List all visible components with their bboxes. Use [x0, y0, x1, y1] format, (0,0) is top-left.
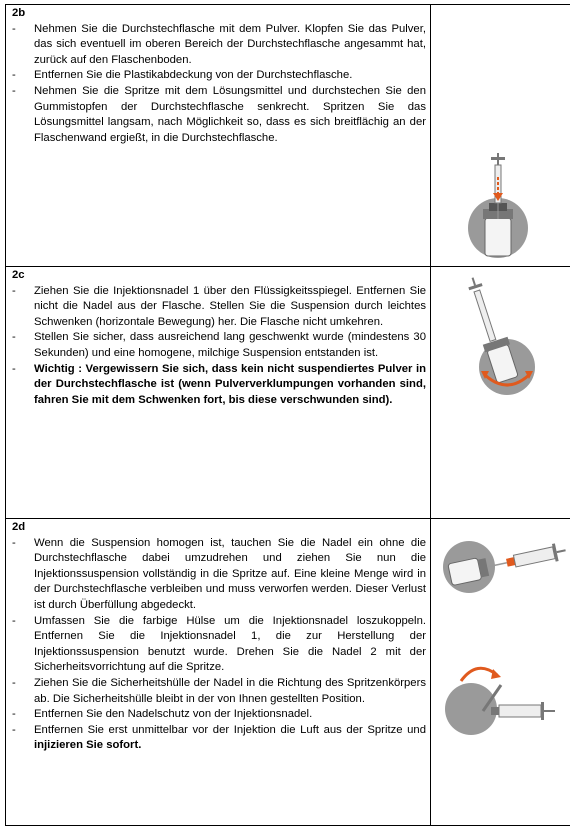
step-2c-illustration-cell: [431, 267, 570, 519]
step-2b-text-cell: [6, 5, 431, 267]
step-label: 2d: [12, 521, 26, 533]
table-row: [6, 5, 570, 267]
list-item: - Entfernen Sie die Plastikabdeckung von der Durchstechflasche.: [12, 69, 353, 82]
step-list: [12, 22, 426, 147]
step-2d-illustration-cell: [431, 519, 570, 826]
list-item: - Nehmen Sie die Durchstechflasche mit dem Pulver. Klopfen Sie das Pulver, das sich eventuell im oberen Bereich der Durchstechflasche angesammt hat, zurück auf den Flaschenboden.: [12, 22, 426, 66]
list-item: - Umfassen Sie die farbige Hülse um die Injektionsnadel loszukoppeln. Entfernen Sie die Injektionsnadel 1, die zur Herstellung der Injektionssuspension benutzt wurde. Drehen Sie die Nadel 2 mit der Sicherheitsvorrichtung auf die Spritze.: [12, 614, 426, 674]
list-item: - Wenn die Suspension homogen ist, tauchen Sie die Nadel ein ohne die Durchstechflasche dabei umzudrehen und ziehen Sie nun die Injektionssuspension vollständig in die Spritze auf. Eine kleine Menge wird in der Durchstechflasche verbleiben und muss verworfen werden. Dieser Verlust ist durch Überfüllung abgedeckt.: [12, 536, 426, 611]
list-item: - Entfernen Sie den Nadelschutz von der Injektionsnadel.: [12, 708, 313, 721]
list-item: - Nehmen Sie die Spritze mit dem Lösungsmittel und durchstechen Sie den Gummistopfen der Durchstechflasche senkrecht. Spritzen Sie das Lösungsmittel langsam, nach Möglichkeit so, dass es sich breitflächig an der Flaschenwand ergießt, in die Durchstechflasche.: [12, 84, 426, 144]
step-list: [12, 536, 426, 754]
step-2b-illustration-cell: [431, 5, 570, 267]
swirl-vial-illustration: [431, 267, 570, 519]
draw-up-suspension-illustration: [431, 519, 570, 826]
instruction-table: [5, 4, 570, 826]
step-2c-text-cell: [6, 267, 431, 519]
step-list: [12, 284, 426, 409]
step-label: 2c: [12, 269, 25, 281]
syringe-into-vial-illustration: [431, 5, 570, 267]
list-item: - Ziehen Sie die Injektionsnadel 1 über den Flüssigkeitsspiegel. Entfernen Sie nicht die Nadel aus der Flasche. Stellen Sie die Suspension durch leichtes Schwenken (horizontale Bewegung) her. Die Flasche nicht umkehren.: [12, 284, 426, 328]
list-item: - Entfernen Sie erst unmittelbar vor der Injektion die Luft aus der Spritze und injizieren Sie sofort.: [12, 723, 426, 752]
table-row: [6, 267, 570, 519]
list-item: - Ziehen Sie die Sicherheitshülle der Nadel in die Richtung des Spritzenkörpers ab. Die Sicherheitshülle bleibt in der von Ihnen gestellten Position.: [12, 676, 426, 705]
table-row: [6, 519, 570, 826]
step-2d-text-cell: [6, 519, 431, 826]
step-label: 2b: [12, 7, 26, 19]
list-item: - Wichtig : Vergewissern Sie sich, dass kein nicht suspendiertes Pulver in der Durchstechflasche ist (wenn Pulververklumpungen vorhanden sind, fahren Sie mit dem Schwenken fort, bis diese verschwunden sind).: [12, 362, 426, 406]
list-item: - Stellen Sie sicher, dass ausreichend lang geschwenkt wurde (mindestens 30 Sekunden) und eine homogene, milchige Suspension entstanden ist.: [12, 331, 426, 359]
